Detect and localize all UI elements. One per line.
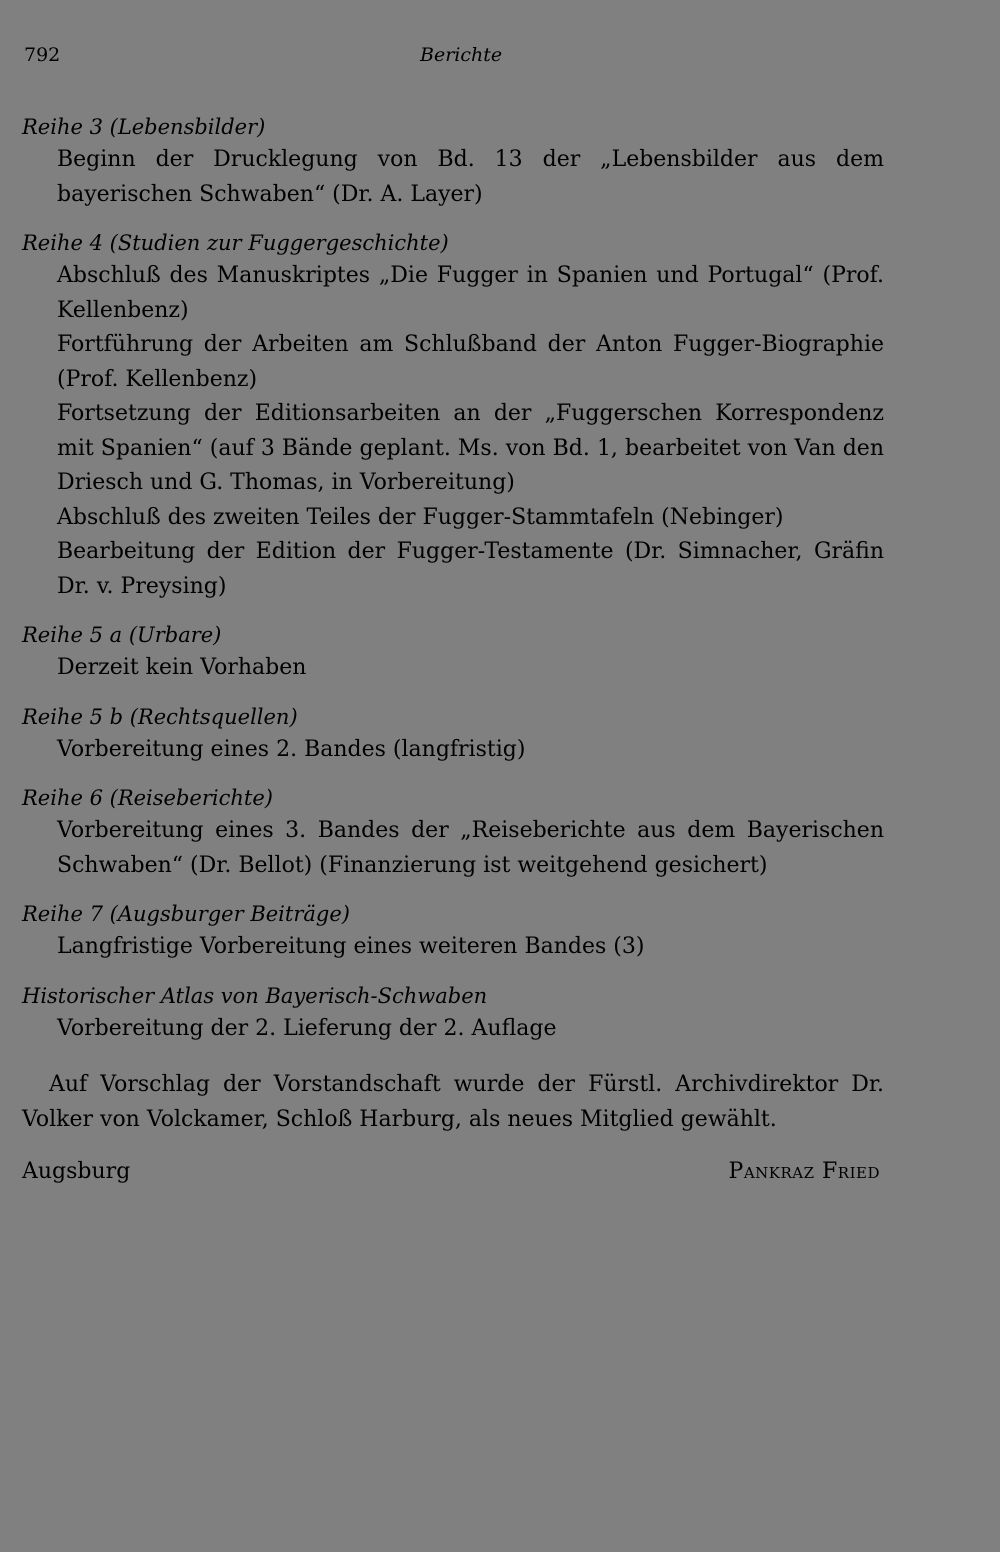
signature-place: Augsburg [22, 1159, 131, 1184]
section-entry: Vorbereitung der 2. Lieferung der 2. Auflage [57, 1015, 557, 1041]
section-reihe-5a [22, 620, 884, 686]
section-entry: Langfristige Vorbereitung eines weiteren Bandes (3) [57, 934, 645, 959]
section-entry: Bearbeitung der Edition der Fugger-Testamente (Dr. Simnacher, Gräfin Dr. v. Preysing) [57, 539, 884, 599]
section-reihe-3 [22, 112, 884, 212]
signature-author: Pankraz Fried [728, 1159, 880, 1184]
closing-paragraph: Auf Vorschlag der Vorstandschaft wurde der Fürstl. Archivdirektor Dr. Volker von Volckamer, Schloß Harburg, als neues Mitglied gewählt. [22, 1072, 884, 1132]
page-number: 792 [24, 44, 61, 66]
section-title: Reihe 6 (Reiseberichte) [22, 786, 273, 810]
section-reihe-4 [22, 228, 884, 604]
section-entry: Derzeit kein Vorhaben [57, 655, 307, 680]
section-reihe-5b [22, 702, 884, 768]
section-entry: Beginn der Drucklegung von Bd. 13 der „Lebensbilder aus dem bayerischen Schwaben“ (Dr. A. Layer) [57, 147, 884, 207]
section-entry: Vorbereitung eines 2. Bandes (langfristig) [57, 736, 526, 762]
section-title: Reihe 5 a (Urbare) [22, 623, 222, 647]
section-entry: Fortsetzung der Editionsarbeiten an der „Fuggerschen Korrespondenz mit Spanien“ (auf 3 Bände geplant. Ms. von Bd. 1, bearbeitet von Van den Driesch und G. Thomas, in Vorbereitung) [57, 401, 884, 495]
section-title: Reihe 7 (Augsburger Beiträge) [22, 902, 350, 926]
page-header [24, 44, 884, 72]
section-title: Reihe 3 (Lebensbilder) [22, 115, 266, 139]
section-reihe-6 [22, 783, 884, 883]
section-historischer-atlas [22, 981, 884, 1047]
section-entry: Vorbereitung eines 3. Bandes der „Reiseberichte aus dem Bayerischen Schwaben“ (Dr. Bellot) (Finanzierung ist weitgehend gesichert) [57, 818, 884, 878]
section-title: Historischer Atlas von Bayerisch-Schwaben [22, 983, 488, 1008]
section-reihe-7 [22, 899, 884, 965]
section-title: Reihe 5 b (Rechtsquellen) [22, 704, 298, 729]
section-entry: Fortführung der Arbeiten am Schlußband der Anton Fugger-Biographie (Prof. Kellenbenz) [57, 332, 884, 392]
section-entry: Abschluß des zweiten Teiles der Fugger-Stammtafeln (Nebinger) [57, 504, 784, 530]
section-title: Reihe 4 (Studien zur Fuggergeschichte) [22, 231, 449, 255]
running-head: Berichte [420, 44, 503, 66]
section-entry: Abschluß des Manuskriptes „Die Fugger in Spanien und Portugal“ (Prof. Kellenbenz) [57, 263, 884, 323]
page-body [22, 112, 884, 1189]
signature-line [22, 1155, 884, 1189]
